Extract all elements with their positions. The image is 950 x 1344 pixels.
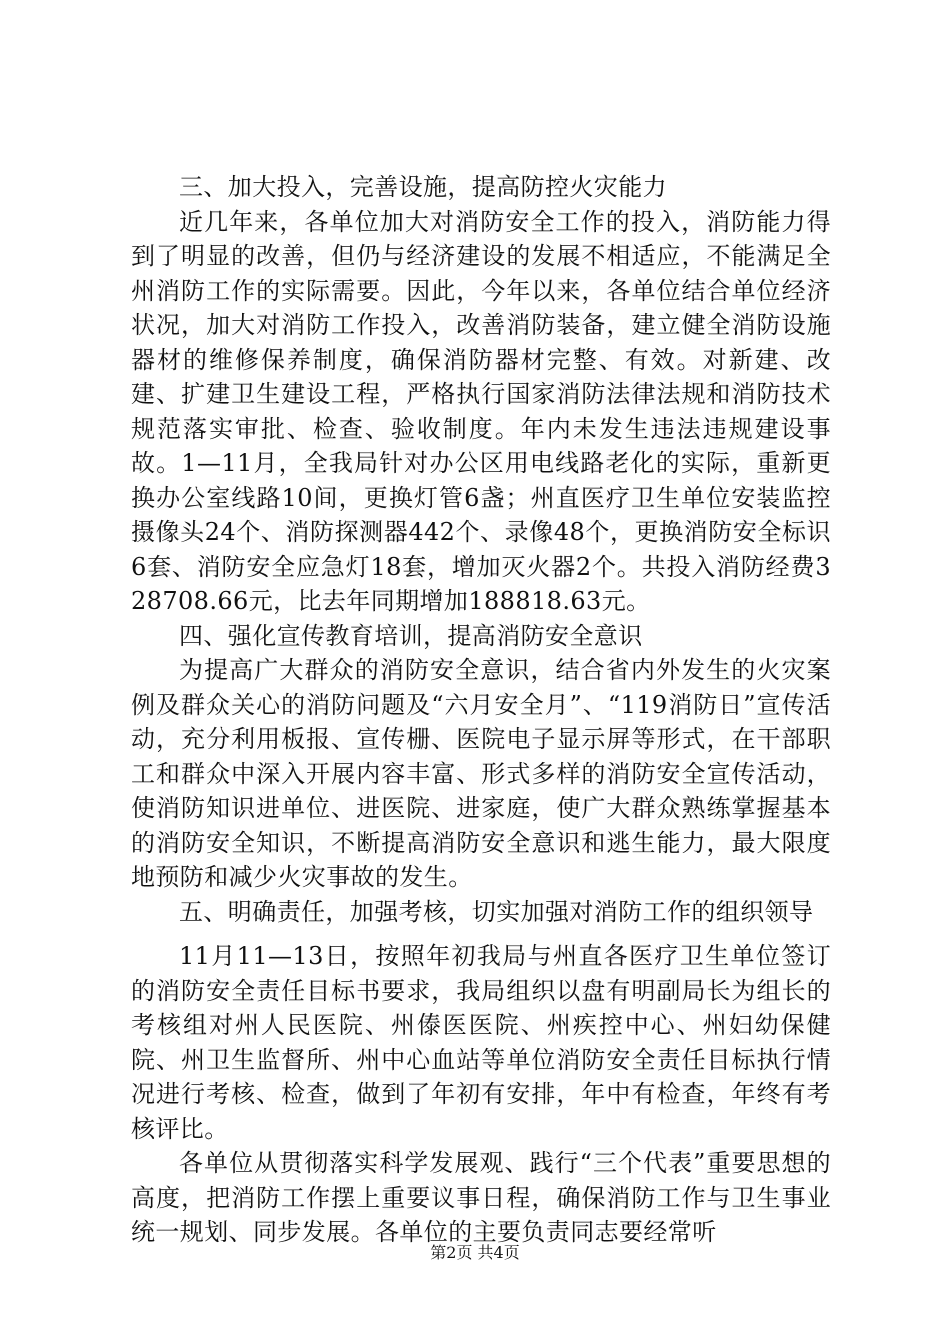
- body-paragraph: 近几年来，各单位加大对消防安全工作的投入，消防能力得到了明显的改善，但仍与经济建设的发展不相适应，不能满足全州消防工作的实际需要。因此，今年以来，各单位结合单位经济状况，加大对消防工作投入，改善消防装备，建立健全消防设施器材的维修保养制度，确保消防器材完整、有效。对新建、改建、扩建卫生建设工程，严格执行国家消防法律法规和消防技术规范落实审批、检查、验收制度。年内未发生违法违规建设事故。1—11月，全我局针对办公区用电线路老化的实际，重新更换办公室线路10间，更换灯管6盏；州直医疗卫生单位安装监控摄像头24个、消防探测器442个、录像48个，更换消防安全标识6套、消防安全应急灯18套，增加灭火器2个。共投入消防经费328708.66元，比去年同期增加188818.63元。: [131, 207, 831, 615]
- body-paragraph: 11月11—13日，按照年初我局与州直各医疗卫生单位签订的消防安全责任目标书要求，我局组织以盘有明副局长为组长的考核组对州人民医院、州傣医医院、州疾控中心、州妇幼保健院、州卫生监督所、州中心血站等单位消防安全责任目标执行情况进行考核、检查，做到了年初有安排，年中有检查，年终有考核评比。: [131, 942, 831, 1143]
- document-body: [131, 170, 831, 1250]
- section-heading-5: 五、明确责任，加强考核，切实加强对消防工作的组织领导: [179, 897, 814, 926]
- body-paragraph: 为提高广大群众的消防安全意识，结合省内外发生的火灾案例及群众关心的消防问题及“六月安全月”、“119消防日”宣传活动，充分利用板报、宣传栅、医院电子显示屏等形式，在干部职工和群众中深入开展内容丰富、形式多样的消防安全宣传活动，使消防知识进单位、进医院、进家庭，使广大群众熟练掌握基本的消防安全知识，不断提高消防安全意识和逃生能力，最大限度地预防和减少火灾事故的发生。: [131, 656, 831, 891]
- page-number-footer: 第2页 共4页: [430, 1243, 520, 1262]
- body-paragraph: 各单位从贯彻落实科学发展观、践行“三个代表”重要思想的高度，把消防工作摆上重要议事日程，确保消防工作与卫生事业统一规划、同步发展。各单位的主要负责同志要经常听: [131, 1149, 831, 1246]
- section-heading-3: 三、加大投入，完善设施，提高防控火灾能力: [179, 173, 667, 201]
- section-heading-4: 四、强化宣传教育培训，提高消防安全意识: [179, 621, 643, 650]
